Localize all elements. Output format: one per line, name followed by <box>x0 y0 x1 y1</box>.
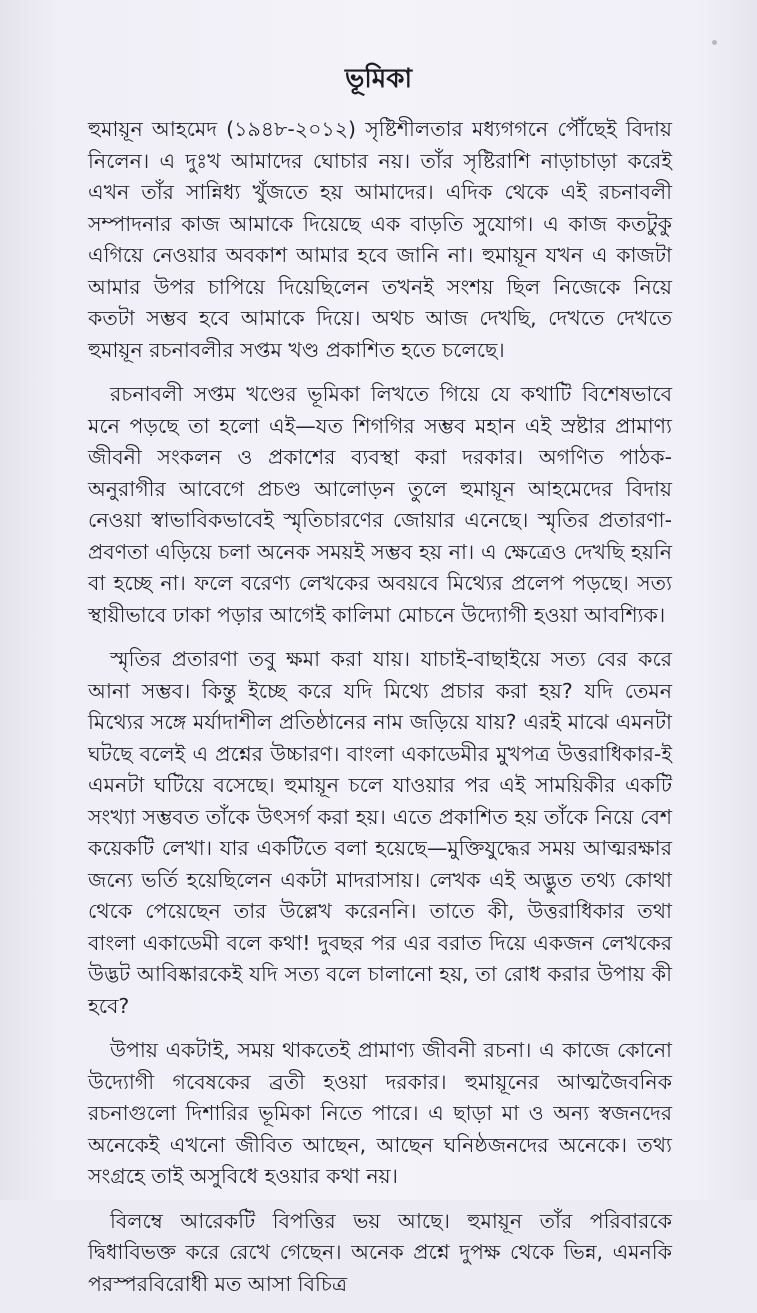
paragraph-1: হুমায়ূন আহমেদ (১৯৪৮-২০১২) সৃষ্টিশীলতার মধ্যগগনে পৌঁছেই বিদায় নিলেন। এ দুঃখ আমাদের ঘোচার নয়। তাঁর সৃষ্টিরাশি নাড়াচাড়া করেই এখন তাঁর সান্নিধ্য খুঁজতে হয় আমাদের। এদিক থেকে এই রচনাবলী সম্পাদনার কাজ আমাকে দিয়েছে এক বাড়তি সুযোগ। এ কাজ কতটুকু এগিয়ে নেওয়ার অবকাশ আমার হবে জানি না। হুমায়ূন যখন এ কাজটা আমার উপর চাপিয়ে দিয়েছিলেন তখনই সংশয় ছিল নিজেকে নিয়ে কতটা সম্ভব হবে আমাকে দিয়ে। অথচ আজ দেখছি, দেখতে দেখতে হুমায়ূন রচনাবলীর সপ্তম খণ্ড প্রকাশিত হতে চলেছে। <box>88 117 672 362</box>
paragraph-5: বিলম্বে আরেকটি বিপত্তির ভয় আছে। হুমায়ূন তাঁর পরিবারকে দ্বিধাবিভক্ত করে রেখে গেছেন। অনেক প্রশ্নে দুপক্ষ থেকে ভিন্ন, এমনকি পরস্পরবিরোধী মত আসা বিচিত্র <box>88 1208 672 1296</box>
paragraph-2: রচনাবলী সপ্তম খণ্ডের ভূমিকা লিখতে গিয়ে যে কথাটি বিশেষভাবে মনে পড়ছে তা হলো এই—যত শিগগির সম্ভব মহান এই স্রষ্টার প্রামাণ্য জীবনী সংকলন ও প্রকাশের ব্যবস্থা করা দরকার। অগণিত পাঠক-অনুরাগীর আবেগে প্রচণ্ড আলোড়ন তুলে হুমায়ূন আহমেদের বিদায় নেওয়া স্বাভাবিকভাবেই স্মৃতিচারণের জোয়ার এনেছে। স্মৃতির প্রতারণা-প্রবণতা এড়িয়ে চলা অনেক সময়ই সম্ভব হয় না। এ ক্ষেত্রেও দেখছি হয়নি বা হচ্ছে না। ফলে বরেণ্য লেখকের অবয়বে মিথ্যের প্রলেপ পড়ছে। সত্য স্থায়ীভাবে ঢাকা পড়ার আগেই কালিমা মোচনে উদ্যোগী হওয়া আবশ্যিক। <box>88 382 672 627</box>
paragraph-4: উপায় একটাই, সময় থাকতেই প্রামাণ্য জীবনী রচনা। এ কাজে কোনো উদ্যোগী গবেষকের ব্রতী হওয়া দরকার। হুমায়ূনের আত্মজৈবনিক রচনাগুলো দিশারির ভূমিকা নিতে পারে। এ ছাড়া মা ও অন্য স্বজনদের অনেকেই এখনো জীবিত আছেন, আছেন ঘনিষ্ঠজনদের অনেকে। তথ্য সংগ্রহে তাই অসুবিধে হওয়ার কথা নয়। <box>88 1038 672 1188</box>
body-text <box>88 114 672 1313</box>
page-heading: ভূমিকা <box>345 64 412 94</box>
paper-speck <box>712 40 717 45</box>
paragraph-3: স্মৃতির প্রতারণা তবু ক্ষমা করা যায়। যাচাই-বাছাইয়ে সত্য বের করে আনা সম্ভব। কিন্তু ইচ্ছে করে যদি মিথ্যে প্রচার করা হয়? যদি তেমন মিথ্যের সঙ্গে মর্যাদাশীল প্রতিষ্ঠানের নাম জড়িয়ে যায়? এরই মাঝে এমনটা ঘটছে বলেই এ প্রশ্নের উচ্চারণ। বাংলা একাডেমীর মুখপত্র উত্তরাধিকার-ই এমনটা ঘটিয়ে বসেছে। হুমায়ূন চলে যাওয়ার পর এই সাময়িকীর একটি সংখ্যা সম্ভবত তাঁকে উৎসর্গ করা হয়। এতে প্রকাশিত হয় তাঁকে নিয়ে বেশ কয়েকটি লেখা। যার একটিতে বলা হয়েছে—মুক্তিযুদ্ধের সময় আত্মরক্ষার জন্যে ভর্তি হয়েছিলেন একটা মাদরাসায়। লেখক এই অদ্ভুত তথ্য কোথা থেকে পেয়েছেন তার উল্লেখ করেননি। তাতে কী, উত্তরাধিকার তথা বাংলা একাডেমী বলে কথা! দুবছর পর এর বরাত দিয়ে একজন লেখকের উদ্ভট আবিষ্কারকেই যদি সত্য বলে চালানো হয়, তা রোধ করার উপায় কী হবে? <box>88 647 672 1018</box>
